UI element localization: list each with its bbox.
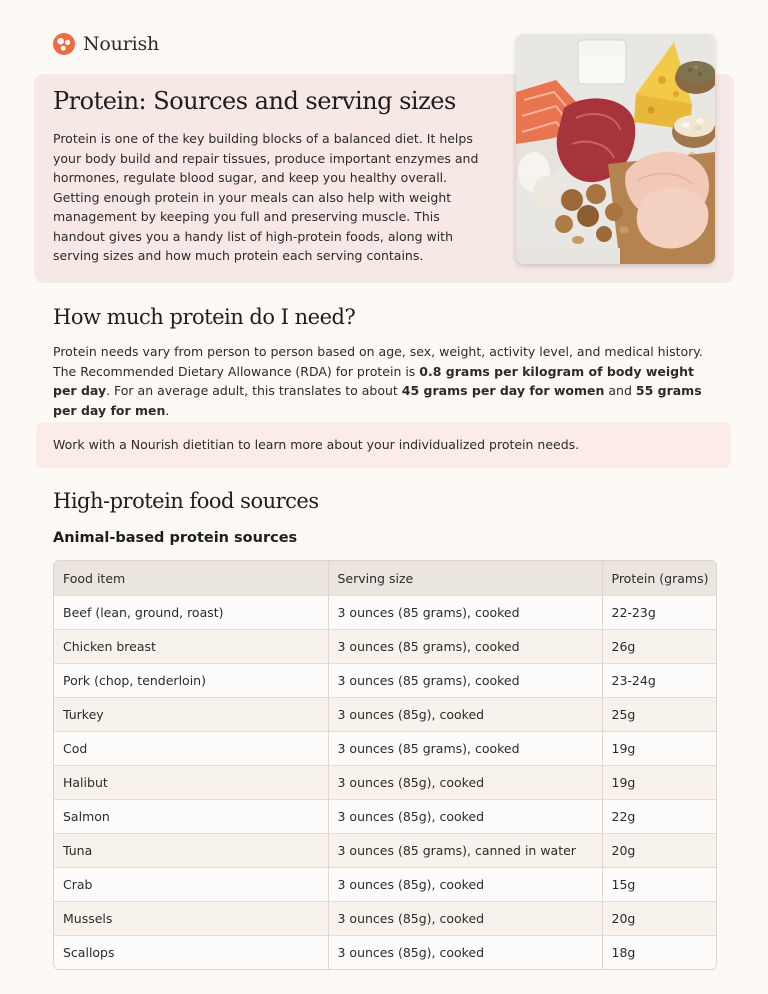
table-row — [54, 936, 716, 970]
protein-grams-cell: 15g — [602, 868, 716, 902]
protein-grams-cell: 26g — [602, 630, 716, 664]
serving-size-cell: 3 ounces (85 grams), canned in water — [328, 834, 602, 868]
table-row — [54, 834, 716, 868]
food-item-cell: Halibut — [54, 766, 328, 800]
serving-size-cell: 3 ounces (85 grams), cooked — [328, 596, 602, 630]
table-row — [54, 596, 716, 630]
dietitian-callout — [36, 422, 731, 468]
header-protein-grams: Protein (grams) — [602, 561, 716, 596]
food-item-cell: Scallops — [54, 936, 328, 970]
table-row — [54, 630, 716, 664]
protein-grams-cell: 20g — [602, 902, 716, 936]
highlighted-text: 45 grams per day for women — [401, 383, 605, 398]
intro-paragraph: Protein is one of the key building blocks of a balanced diet. It helps your body build and repair tissues, produce important enzymes and hormones, regulate blood sugar, and keep you healthy overall. Getting enough protein in your meals can also help with weight management by keeping you full and preserving muscle. This handout gives you a handy list of high-protein foods, along with serving sizes and how much protein each serving contains. — [53, 131, 479, 263]
serving-size-cell: 3 ounces (85g), cooked — [328, 868, 602, 902]
serving-size-cell: 3 ounces (85g), cooked — [328, 766, 602, 800]
table-body — [54, 596, 716, 970]
table-row — [54, 698, 716, 732]
table-row — [54, 800, 716, 834]
protein-foods-illustration — [516, 34, 715, 264]
table-row — [54, 732, 716, 766]
food-item-cell: Chicken breast — [54, 630, 328, 664]
protein-needs-heading: How much protein do I need? — [53, 305, 356, 329]
protein-grams-cell: 22g — [602, 800, 716, 834]
header-serving-size: Serving size — [328, 561, 602, 596]
food-item-cell: Salmon — [54, 800, 328, 834]
protein-grams-cell: 23-24g — [602, 664, 716, 698]
highlighted-text: 0.8 grams per kilogram of body weight per day — [53, 363, 694, 398]
header-food-item: Food item — [54, 561, 328, 596]
serving-size-cell: 3 ounces (85g), cooked — [328, 902, 602, 936]
serving-size-cell: 3 ounces (85g), cooked — [328, 698, 602, 732]
body-text: Protein needs vary from person to person based on age, sex, weight, activity level, and medical history. The Recommended Dietary Allowance (RDA) for protein is — [53, 344, 703, 379]
protein-grams-cell: 19g — [602, 732, 716, 766]
protein-sources-table — [54, 561, 716, 969]
food-item-cell: Turkey — [54, 698, 328, 732]
protein-grams-cell: 25g — [602, 698, 716, 732]
food-sources-heading: High-protein food sources — [53, 489, 319, 513]
food-item-cell: Beef (lean, ground, roast) — [54, 596, 328, 630]
body-text: . — [165, 402, 170, 418]
protein-grams-cell: 20g — [602, 834, 716, 868]
serving-size-cell: 3 ounces (85 grams), cooked — [328, 664, 602, 698]
callout-text: Work with a Nourish dietitian to learn more about your individualized protein needs. — [53, 437, 580, 452]
protein-table — [53, 560, 717, 970]
protein-grams-cell: 19g — [602, 766, 716, 800]
protein-foods-photo — [516, 34, 715, 264]
food-item-cell: Crab — [54, 868, 328, 902]
table-row — [54, 766, 716, 800]
brand-name: Nourish — [83, 33, 160, 55]
serving-size-cell: 3 ounces (85 grams), cooked — [328, 732, 602, 766]
serving-size-cell: 3 ounces (85 grams), cooked — [328, 630, 602, 664]
body-text: . For an average adult, this translates to about — [106, 383, 402, 398]
page-title: Protein: Sources and serving sizes — [53, 87, 456, 115]
protein-needs-paragraph — [53, 342, 717, 420]
serving-size-cell: 3 ounces (85g), cooked — [328, 800, 602, 834]
nourish-logo-icon — [53, 33, 75, 55]
protein-grams-cell: 18g — [602, 936, 716, 970]
food-item-cell: Mussels — [54, 902, 328, 936]
food-item-cell: Pork (chop, tenderloin) — [54, 664, 328, 698]
food-item-cell: Cod — [54, 732, 328, 766]
table-header-row — [54, 561, 716, 596]
food-item-cell: Tuna — [54, 834, 328, 868]
animal-sources-subheading: Animal-based protein sources — [53, 530, 298, 546]
protein-grams-cell: 22-23g — [602, 596, 716, 630]
body-text: and — [604, 383, 636, 398]
brand-header — [53, 33, 159, 55]
table-row — [54, 868, 716, 902]
serving-size-cell: 3 ounces (85g), cooked — [328, 936, 602, 970]
highlighted-text: 55 grams per day for men — [53, 383, 702, 418]
table-row — [54, 664, 716, 698]
table-row — [54, 902, 716, 936]
